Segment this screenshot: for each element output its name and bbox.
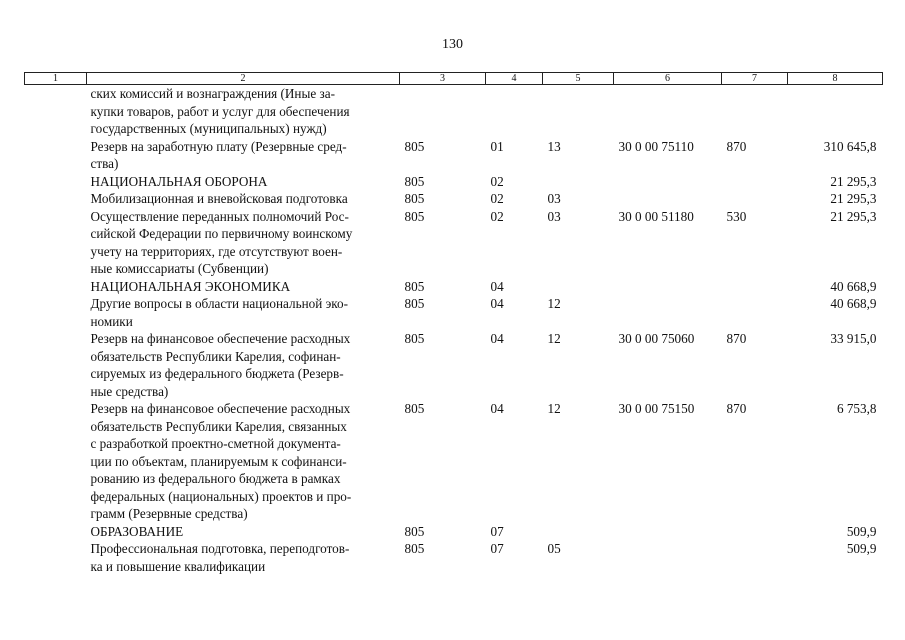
item-name-line: Резерв на финансовое обеспечение расходных [90,401,351,416]
table-header [25,73,883,85]
section-code-cell: 805 [404,278,425,294]
item-name-line: ные комиссариаты (Субвенции) [90,261,269,276]
item-name-cell [87,278,400,296]
item-name-line: ка и повышение квалификации [90,558,266,574]
item-name-line: обязательств Республики Карелия, софинан- [90,348,341,364]
item-name-line: ства) [90,156,119,171]
subsection-code-cell: 12 [547,296,561,311]
column-header-8: 8 [788,73,883,85]
row-index-cell [25,208,87,278]
section-code-cell: 805 [404,191,425,206]
item-name-line: ских комиссий и вознаграждения (Иные за- [90,86,335,101]
column-header-6: 6 [614,73,722,85]
amount-cell: 21 295,3 [830,208,877,224]
item-name-line: ции по объектам, планируемым к софинанси- [90,453,347,469]
target-item-cell [614,190,722,208]
table-row [25,400,883,523]
target-item-cell: 30 0 00 75150 [618,401,695,416]
row-index-cell [25,278,87,296]
table-row [25,190,883,208]
budget-table [24,72,883,575]
chapter-code-cell: 07 [490,541,504,556]
chapter-code-cell: 01 [490,138,504,154]
item-name-cell [87,138,400,173]
column-header-1: 1 [25,73,87,85]
item-name-line: федеральных (национальных) проектов и про- [90,488,352,504]
amount-cell: 40 668,9 [830,278,877,294]
row-index-cell [25,330,87,400]
item-name-line: государственных (муниципальных) нужд) [90,121,327,136]
expense-type-cell [722,173,788,191]
table-row [25,85,883,138]
item-name-line: учету на территориях, где отсутствуют воен- [90,243,343,259]
item-name-line: купки товаров, работ и услуг для обеспечения [90,103,350,119]
amount-cell: 509,9 [846,541,877,556]
row-index-cell [25,295,87,330]
table-row [25,540,883,575]
table-row [25,278,883,296]
subsection-code-cell [543,523,614,541]
expense-type-cell [722,540,788,575]
expense-type-cell [722,190,788,208]
target-item-cell [614,523,722,541]
target-item-cell: 30 0 00 75060 [618,331,695,346]
item-name-line: грамм (Резервные средства) [90,506,248,521]
page-number: 130 [442,37,463,52]
table-row [25,138,883,173]
item-name-line: ОБРАЗОВАНИЕ [90,523,184,539]
item-name-line: рованию из федерального бюджета в рамках [90,471,341,486]
row-index-cell [25,173,87,191]
section-code-cell: 805 [404,138,425,154]
item-name-cell [87,330,400,400]
subsection-code-cell [543,85,614,138]
subsection-code-cell: 13 [547,138,561,154]
subsection-code-cell: 12 [547,331,561,346]
subsection-code-cell: 03 [547,191,561,206]
table-row [25,208,883,278]
item-name-line: сируемых из федерального бюджета (Резерв- [90,366,344,381]
row-index-cell [25,540,87,575]
target-item-cell [614,295,722,330]
expense-type-cell: 870 [726,331,747,346]
table-row [25,295,883,330]
amount-cell: 6 753,8 [836,401,877,416]
chapter-code-cell: 02 [490,173,504,189]
chapter-code-cell: 04 [490,296,504,311]
item-name-line: Мобилизационная и вневойсковая подготовка [90,191,348,206]
column-header-5: 5 [543,73,614,85]
amount-cell: 310 645,8 [823,138,877,154]
item-name-cell [87,173,400,191]
section-code-cell [400,85,486,138]
item-name-line: Осуществление переданных полномочий Рос- [90,208,349,224]
expense-type-cell [722,278,788,296]
target-item-cell: 30 0 00 75110 [618,138,694,154]
chapter-code-cell: 04 [490,278,504,294]
subsection-code-cell [543,173,614,191]
row-index-cell [25,190,87,208]
chapter-code-cell: 02 [490,191,504,206]
item-name-line: Резерв на заработную плату (Резервные сред- [90,138,347,154]
table-row [25,330,883,400]
item-name-line: сийской Федерации по первичному воинскому [90,226,353,241]
target-item-cell: 30 0 00 51180 [618,208,694,224]
target-item-cell [614,85,722,138]
column-header-7: 7 [722,73,788,85]
item-name-line: Профессиональная подготовка, переподготов- [90,541,350,556]
item-name-line: НАЦИОНАЛЬНАЯ ОБОРОНА [90,173,268,189]
expense-type-cell: 870 [726,138,747,154]
section-code-cell: 805 [404,296,425,311]
expense-type-cell: 870 [726,401,747,416]
amount-cell [788,85,883,138]
item-name-line: Резерв на финансовое обеспечение расходных [90,331,351,346]
item-name-cell [87,208,400,278]
amount-cell: 509,9 [846,523,877,539]
table-row [25,523,883,541]
chapter-code-cell [486,85,543,138]
target-item-cell [614,540,722,575]
chapter-code-cell: 02 [490,208,504,224]
column-header-3: 3 [400,73,486,85]
chapter-code-cell: 04 [490,331,504,346]
row-index-cell [25,523,87,541]
chapter-code-cell: 07 [490,523,504,539]
amount-cell: 40 668,9 [830,296,877,311]
section-code-cell: 805 [404,523,425,539]
item-name-line: номики [90,313,133,329]
section-code-cell: 805 [404,541,425,556]
subsection-code-cell: 03 [547,208,561,224]
item-name-cell [87,523,400,541]
column-number-row [25,73,883,85]
item-name-line: обязательств Республики Карелия, связанных [90,418,347,434]
item-name-line: НАЦИОНАЛЬНАЯ ЭКОНОМИКА [90,278,291,294]
item-name-line: Другие вопросы в области национальной эко- [90,296,348,311]
target-item-cell [614,173,722,191]
item-name-line: ные средства) [90,383,169,399]
section-code-cell: 805 [404,331,425,346]
subsection-code-cell [543,278,614,296]
row-index-cell [25,400,87,523]
chapter-code-cell: 04 [490,401,504,416]
subsection-code-cell: 12 [547,401,561,416]
column-header-4: 4 [486,73,543,85]
table-row [25,173,883,191]
item-name-cell [87,295,400,330]
target-item-cell [614,278,722,296]
expense-type-cell [722,295,788,330]
amount-cell: 21 295,3 [830,173,877,189]
expense-type-cell: 530 [726,208,747,224]
expense-type-cell [722,523,788,541]
column-header-2: 2 [87,73,400,85]
row-index-cell [25,138,87,173]
amount-cell: 21 295,3 [830,191,877,206]
item-name-line: с разработкой проектно-сметной документа- [90,436,341,451]
item-name-cell [87,190,400,208]
section-code-cell: 805 [404,401,425,416]
amount-cell: 33 915,0 [830,331,877,346]
subsection-code-cell: 05 [547,541,561,556]
item-name-cell [87,400,400,523]
section-code-cell: 805 [404,173,425,189]
item-name-cell [87,85,400,138]
item-name-cell [87,540,400,575]
expense-type-cell [722,85,788,138]
table-body [25,85,883,576]
row-index-cell [25,85,87,138]
section-code-cell: 805 [404,208,425,224]
